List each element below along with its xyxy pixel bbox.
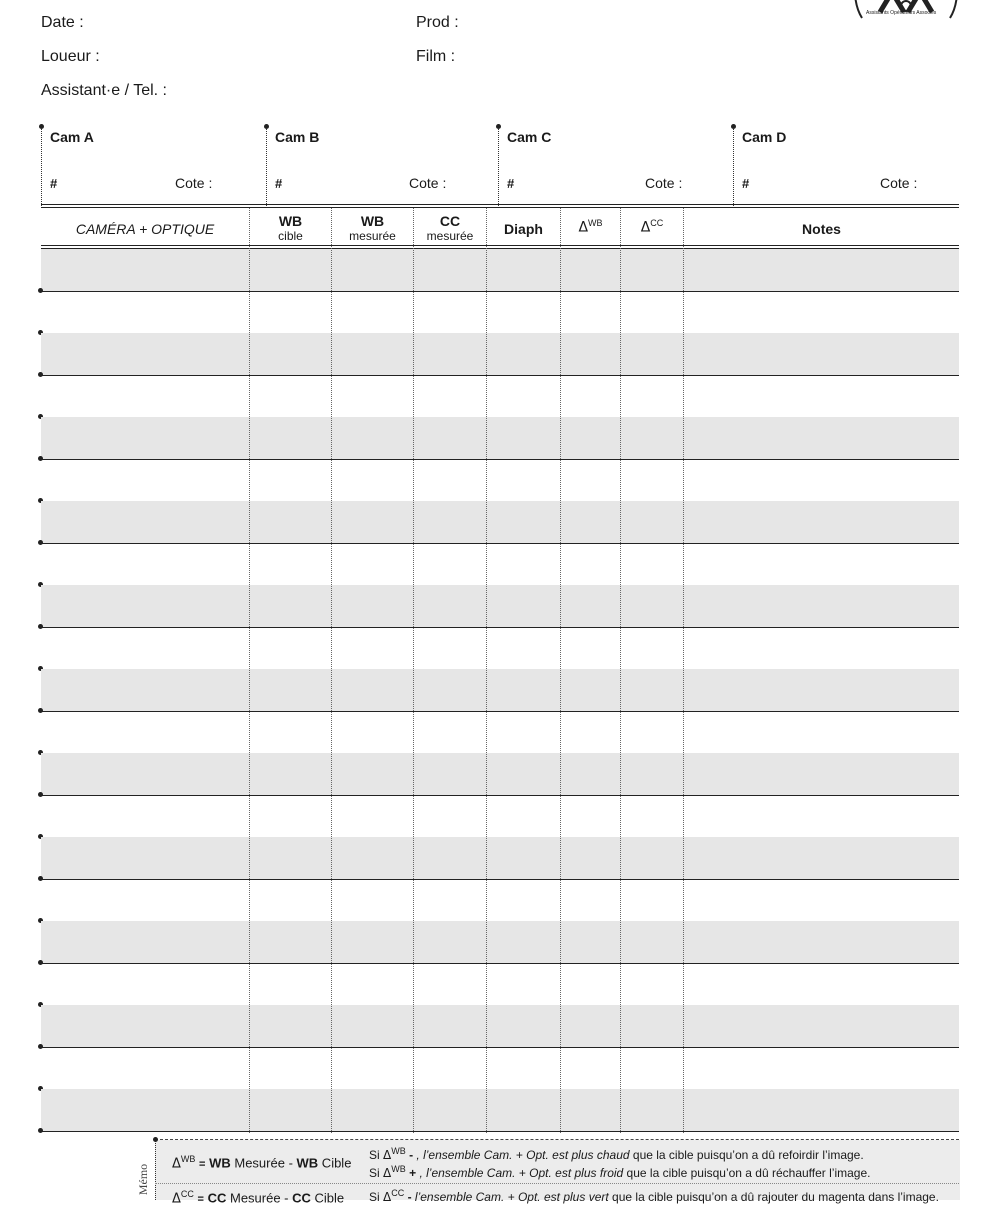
col-delta-wb [561, 208, 620, 248]
cam-d-block [733, 126, 960, 206]
table-row [41, 585, 959, 628]
delta-wb-sup: WB [180, 1154, 196, 1164]
column-divider [249, 208, 250, 1133]
memo-word: chaud [596, 1148, 630, 1162]
f2-d: Cible [310, 1190, 345, 1206]
bullet-dot [496, 124, 501, 129]
column-divider [413, 208, 414, 1133]
cam-b-number: # [275, 176, 283, 191]
assistant-label: Assistant·e / Tel. : [41, 82, 167, 99]
cam-a-number: # [50, 176, 58, 191]
cam-d-number: # [742, 176, 750, 191]
cam-d-cote: Cote : [880, 175, 918, 191]
col-cc-mesuree-main: CC [439, 213, 461, 229]
cam-a-cote: Cote : [175, 175, 213, 191]
delta-symbol: Δ [640, 219, 651, 236]
delta-symbol: Δ [383, 1166, 392, 1180]
cam-a-block [41, 126, 264, 206]
memo-sign: + [409, 1166, 417, 1180]
bullet-dot [264, 124, 269, 129]
table-row [41, 753, 959, 796]
column-divider [331, 208, 332, 1133]
cam-d-name: Cam D [742, 129, 787, 145]
f2-b: Mesurée - [226, 1190, 293, 1206]
cam-c-name: Cam C [507, 129, 552, 145]
bullet-dot [38, 1128, 43, 1133]
memo-divider [155, 1183, 959, 1184]
memo-italic: , l’ensemble Cam. + Opt. est plus [416, 1148, 594, 1162]
delta-symbol: Δ [172, 1156, 181, 1172]
col-notes [684, 208, 959, 248]
delta-symbol: Δ [578, 219, 589, 236]
col-camera-optique [41, 208, 249, 248]
table-row [41, 669, 959, 712]
cam-b-name: Cam B [275, 129, 320, 145]
delta-wb-sup: WB [391, 1146, 406, 1156]
f2-c: CC [292, 1190, 311, 1206]
cam-a-name: Cam A [50, 129, 94, 145]
memo-line-3 [369, 1188, 939, 1204]
col-wb-cible [250, 208, 331, 248]
prod-label: Prod : [416, 14, 459, 31]
memo-rest: que la cible puisqu’on a dû refoirdir l’image. [632, 1148, 864, 1162]
memo-si: Si [369, 1166, 380, 1180]
memo-si: Si [369, 1148, 380, 1162]
cam-c-cote: Cote : [645, 175, 683, 191]
bullet-dot [39, 124, 44, 129]
table-row [41, 921, 959, 964]
delta-wb-sup: WB [391, 1164, 406, 1174]
memo-word: froid [599, 1166, 624, 1180]
memo-sign: - [409, 1148, 414, 1162]
date-label: Date : [41, 14, 84, 31]
col-wb-mesuree-main: WB [360, 213, 385, 229]
table-row [41, 249, 959, 292]
loueur-label: Loueur : [41, 48, 100, 65]
memo-line-1 [369, 1146, 864, 1162]
equals: = [197, 1193, 204, 1206]
cam-b-cote: Cote : [409, 175, 447, 191]
memo-italic: l’ensemble Cam. + Opt. est plus [414, 1190, 586, 1204]
delta-symbol: Δ [172, 1191, 181, 1206]
col-camera-optique-label: CAMÉRA + OPTIQUE [75, 221, 215, 237]
col-diaph [487, 208, 560, 248]
f1-b: Mesurée - [230, 1155, 297, 1171]
column-divider [683, 208, 684, 1133]
memo-si: Si [369, 1190, 380, 1204]
memo-italic: , l’ensemble Cam. + Opt. est plus [419, 1166, 597, 1180]
col-wb-mesuree-sub: mesurée [349, 229, 396, 243]
table-row [41, 627, 959, 670]
memo-rest: que la cible puisqu’on a dû réchauffer l’image. [626, 1166, 871, 1180]
table-row [41, 879, 959, 922]
f2-a: CC [207, 1190, 227, 1206]
memo-formula-wb [172, 1154, 351, 1171]
memo-rest: que la cible puisqu’on a dû rajouter du magenta dans l’image. [612, 1190, 939, 1204]
table-row [41, 375, 959, 418]
table-row [41, 1089, 959, 1132]
aoa-logo [852, 0, 960, 22]
column-divider [486, 208, 487, 1133]
memo-line-2 [369, 1164, 870, 1180]
table-row [41, 459, 959, 502]
cam-c-block [498, 126, 731, 206]
table-row [41, 837, 959, 880]
table-row [41, 1005, 959, 1048]
delta-cc-sup: CC [180, 1189, 194, 1199]
table-row [41, 543, 959, 586]
table-row [41, 795, 959, 838]
film-label: Film : [416, 48, 456, 65]
col-cc-mesuree-sub: mesurée [426, 229, 474, 243]
table-row [41, 711, 959, 754]
bullet-dot [153, 1137, 158, 1142]
delta-cc-sup: CC [650, 218, 664, 228]
delta-cc-sup: CC [391, 1188, 405, 1198]
column-divider [560, 208, 561, 1133]
col-delta-cc [621, 208, 683, 248]
column-divider [620, 208, 621, 1133]
table-row [41, 333, 959, 376]
table-row [41, 1047, 959, 1090]
table-row [41, 291, 959, 334]
bullet-dot [731, 124, 736, 129]
memo-label: Mémo [136, 1163, 151, 1196]
table-row [41, 417, 959, 460]
memo-formula-cc [172, 1189, 344, 1206]
table-row [41, 963, 959, 1006]
col-wb-cible-main: WB [278, 213, 303, 229]
f1-a: WB [209, 1155, 231, 1171]
delta-symbol: Δ [383, 1148, 392, 1162]
memo-sign: - [407, 1190, 412, 1204]
f1-d: Cible [318, 1155, 352, 1171]
delta-wb-sup: WB [588, 218, 603, 228]
logo-caption: Assistants Opérateurs Associés [866, 10, 937, 16]
delta-symbol: Δ [383, 1190, 392, 1204]
memo-word: vert [588, 1190, 609, 1204]
table-row [41, 501, 959, 544]
cam-c-number: # [507, 176, 515, 191]
col-cc-mesuree [414, 208, 486, 248]
f1-c: WB [296, 1155, 319, 1171]
cam-b-block [266, 126, 497, 206]
col-wb-mesuree [332, 208, 413, 248]
col-notes-label: Notes [802, 221, 841, 237]
col-diaph-label: Diaph [504, 221, 543, 237]
col-wb-cible-sub: cible [278, 229, 303, 243]
equals: = [199, 1158, 206, 1171]
